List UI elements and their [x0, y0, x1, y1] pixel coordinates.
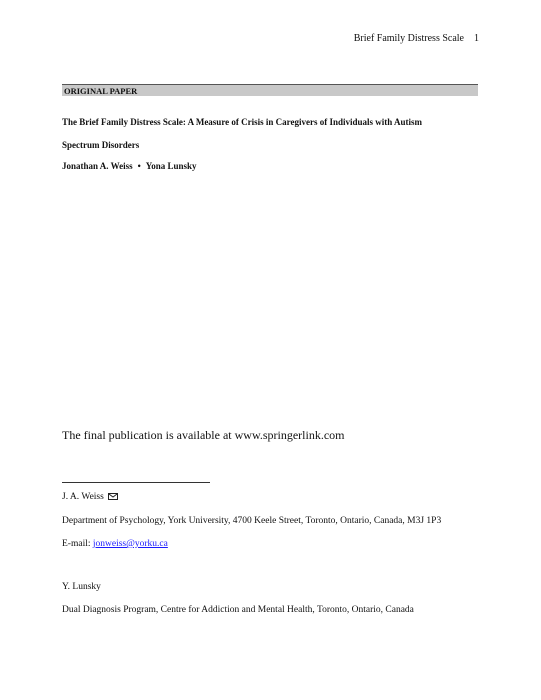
page-number: 1: [474, 33, 479, 44]
affiliation-author-name: J. A. Weiss: [62, 492, 104, 502]
author-name: Jonathan A. Weiss: [62, 161, 133, 171]
affiliation-department: Department of Psychology, York University, 4700 Keele Street, Toronto, Ontario, Canada, M3J 1P3: [62, 516, 442, 526]
envelope-icon: [108, 493, 118, 500]
article-title-line-1: The Brief Family Distress Scale: A Measure of Crisis in Caregivers of Individuals with Autism: [62, 117, 422, 127]
author-name: Yona Lunsky: [145, 161, 197, 171]
final-publication-notice: The final publication is available at www.springerlink.com: [62, 428, 345, 442]
email-link[interactable]: jonweiss@yorku.ca: [92, 539, 168, 549]
affiliation-email: [62, 539, 168, 549]
affiliation-author1: [62, 492, 118, 502]
author-separator: •: [137, 161, 141, 171]
section-label: ORIGINAL PAPER: [64, 86, 138, 96]
running-head: [354, 33, 479, 44]
article-title-line-2: Spectrum Disorders: [62, 140, 140, 150]
author-list: [62, 161, 197, 171]
email-label: E-mail:: [62, 539, 91, 549]
running-title: Brief Family Distress Scale: [353, 33, 464, 44]
affiliation-author2: Y. Lunsky: [62, 582, 101, 592]
affiliation-department: Dual Diagnosis Program, Centre for Addiction and Mental Health, Toronto, Ontario, Canada: [62, 605, 414, 615]
footnote-divider: [62, 482, 210, 483]
section-bar: [62, 84, 478, 96]
